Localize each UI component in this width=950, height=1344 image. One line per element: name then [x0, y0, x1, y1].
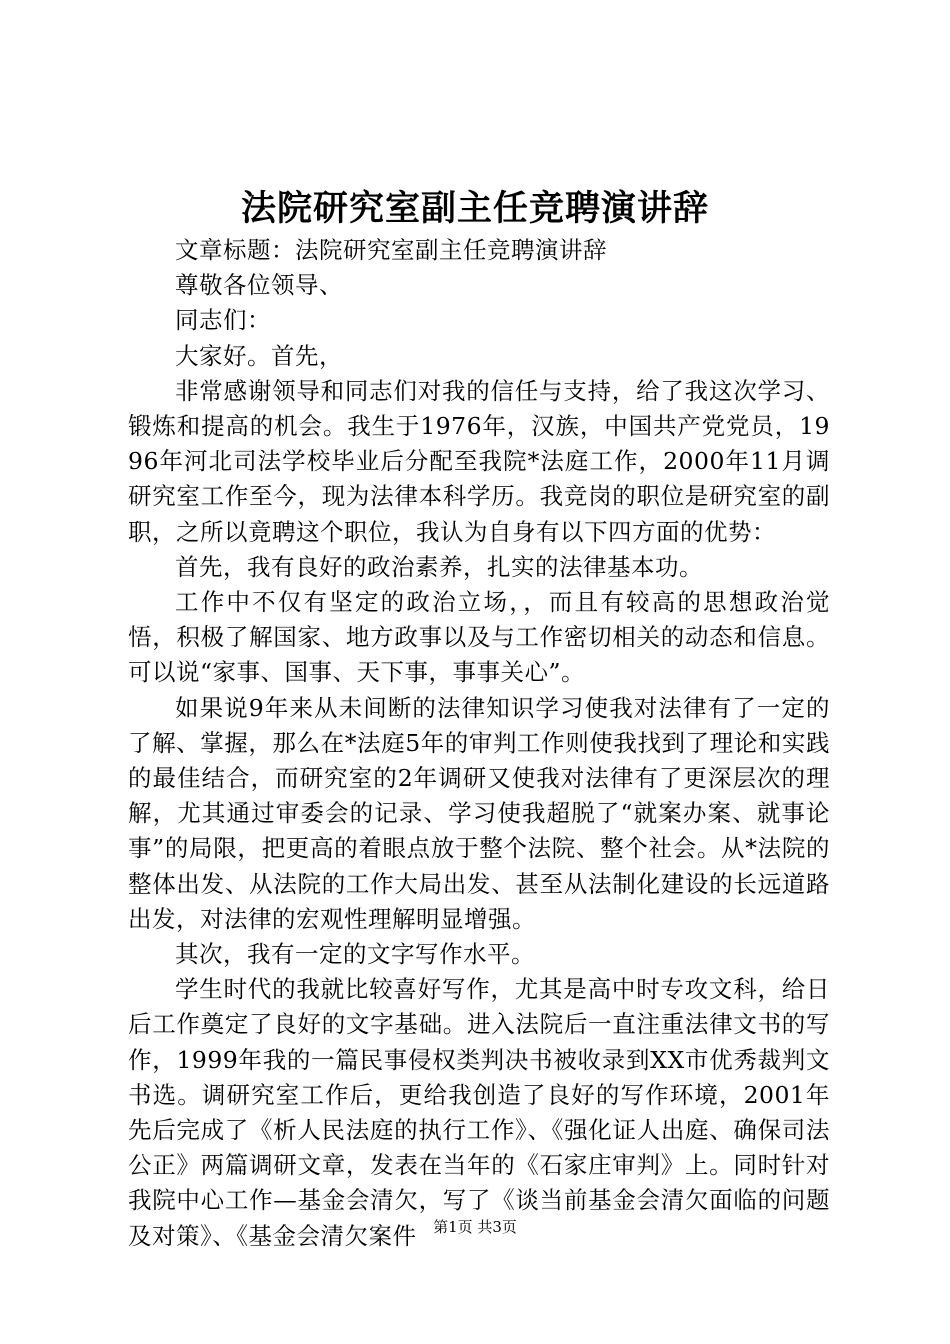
document-body: [128, 233, 830, 1254]
paragraph-first-point: 首先，我有良好的政治素养，扎实的法律基本功。: [175, 552, 703, 581]
paragraph-political-stance: 工作中不仅有坚定的政治立场，，而且有较高的思想政治觉悟，积极了解国家、地方政事以及与工作密切相关的动态和信息。可以说“家事、国事、天下事，事事关心”。: [128, 588, 830, 687]
document-title: 法院研究室副主任竞聘演讲辞: [240, 188, 709, 229]
paragraph-writing-experience: 学生时代的我就比较喜好写作，尤其是高中时专攻文科，给日后工作奠定了良好的文字基础。进入法院后一直注重法律文书的写作，1999年我的一篇民事侵权类判决书被收录到XX市优秀裁判文书选。调研究室工作后，更给我创造了良好的写作环境，2001年先后完成了《析人民法庭的执行工作》、《强化证人出庭、确保司法公正》两篇调研文章，发表在当年的《石家庄审判》上。同时针对我院中心工作—基金会清欠，写了《谈当前基金会清欠面临的问题及对策》、《基金会清欠案件: [128, 975, 830, 1250]
paragraph-legal-experience: 如果说9年来从未间断的法律知识学习使我对法律有了一定的了解、掌握，那么在*法庭5年的审判工作则使我找到了理论和实践的最佳结合，而研究室的2年调研又使我对法律有了更深层次的理解，尤其通过审委会的记录、学习使我超脱了“就案办案、就事论事”的局限，把更高的着眼点放于整个法院、整个社会。从*法院的整体出发、从法院的工作大局出发、甚至从法制化建设的长远道路出发，对法律的宏观性理解明显增强。: [128, 693, 830, 933]
page-footer: 第1页 共3页: [433, 1218, 517, 1236]
paragraph-article-title: 文章标题：法院研究室副主任竞聘演讲辞: [175, 236, 607, 264]
paragraph-salutation-comrades: 同志们：: [175, 306, 271, 335]
paragraph-second-point: 其次，我有一定的文字写作水平。: [175, 940, 535, 969]
paragraph-greeting: 大家好。首先，: [175, 341, 343, 370]
paragraph-salutation: 尊敬各位领导、: [175, 271, 343, 300]
paragraph-introduction: 非常感谢领导和同志们对我的信任与支持，给了我这次学习、锻炼和提高的机会。我生于1976年，汉族，中国共产党党员，1996年河北司法学校毕业后分配至我院*法庭工作，2000年11月调研究室工作至今，现为法律本科学历。我竞岗的职位是研究室的副职，之所以竟聘这个职位，我认为自身有以下四方面的优势：: [128, 376, 830, 546]
